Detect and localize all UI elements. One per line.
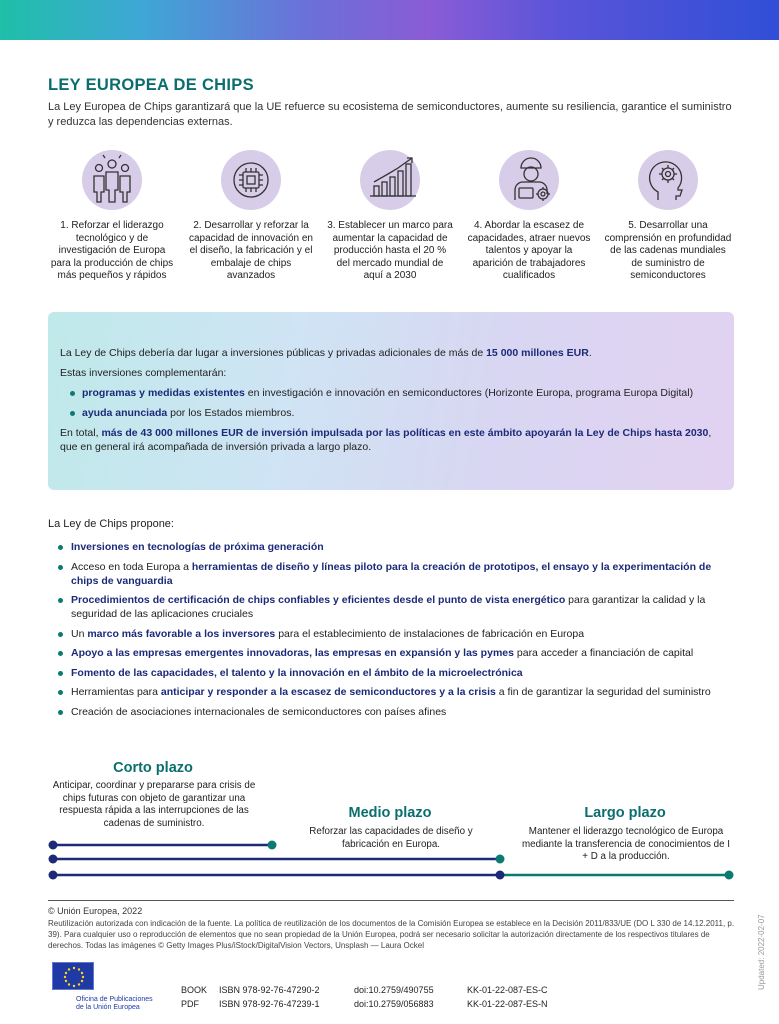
- pub-doi: [354, 983, 434, 1011]
- proposal-item: [58, 593, 738, 621]
- timeline-medium-title: Medio plazo: [348, 805, 432, 821]
- investment-box: [48, 312, 734, 490]
- list-item: [70, 406, 722, 420]
- timeline-long-mid-dot: [496, 871, 505, 880]
- proposal-item-bold: marco más favorable a los inversores: [87, 627, 276, 640]
- proposal-item-post: para garantizar la calidad y la seguridad de las aplicaciones cruciales: [71, 594, 706, 620]
- proposal-item: [58, 560, 738, 588]
- timeline-short-desc: Anticipar, coordinar y prepararse para crisis de chips futuras con objeto de garantizar una respuesta rápida a las interrupciones de las cadenas de suministro.: [52, 780, 256, 829]
- proposal-item-bold: Apoyo a las empresas emergentes innovadoras, las empresas en expansión y las pymes: [71, 647, 514, 659]
- proposal-intro: La Ley de Chips propone:: [48, 518, 174, 530]
- pdf-doi: doi:10.2759/056883: [354, 999, 434, 1009]
- page-title: LEY EUROPEA DE CHIPS: [48, 76, 254, 94]
- proposal-item-pre: Acceso en toda Europa a: [71, 560, 192, 573]
- footer-divider: [48, 900, 734, 901]
- proposal-item: [58, 646, 738, 660]
- proposal-item-post: a fin de garantizar la seguridad del suministro: [495, 686, 711, 698]
- book-isbn: ISBN 978-92-76-47290-2: [219, 985, 320, 995]
- timeline-long-title: Largo plazo: [584, 805, 666, 821]
- timeline-short-start-dot: [49, 841, 58, 850]
- logo-text-line-1: Oficina de Publicaciones: [76, 996, 153, 1003]
- box-paragraph-2: Estas inversiones complementarán:: [60, 367, 227, 379]
- timeline-medium-end-dot: [496, 855, 505, 864]
- proposal-item: [58, 685, 738, 699]
- box-p1-end: .: [588, 347, 592, 359]
- proposal-item-bold: Inversiones en tecnologías de próxima generación: [71, 541, 324, 553]
- legal-notice: Reutilización autorizada con indicación de la fuente. La política de reutilización de los documentos de la Comisión Europea se establece en la Decisión 2011/833/UE (DO L 330 de 14.12.2011, p. 39). Para cualquier uso o reproducción de elementos que no sean propiedad de la Unión Europea, podrá ser necesario solicitar la autorización directamente de los respectivos titulares de derechos. Todas las imágenes © Getty Images Plus/iStock/DigitalVision Vectors, Unsplash — Laura Ockel: [48, 919, 735, 950]
- publications-office-label: [76, 996, 153, 1012]
- proposal-item-bold: Fomento de las capacidades, el talento y la innovación en el ámbito de la microelectrónica: [71, 666, 523, 679]
- pdf-label: PDF: [181, 999, 199, 1009]
- timeline-short-end-dot: [268, 841, 277, 850]
- bullet-text: en investigación e innovación en semiconductores (Horizonte Europa, programa Europa Digital): [244, 387, 694, 399]
- proposal-item-post: para acceder a financiación de capital: [513, 647, 694, 659]
- proposal-item-post: para el establecimiento de instalaciones de fabricación en Europa: [275, 627, 585, 640]
- timeline-graphic: [0, 835, 779, 885]
- eu-flag-logo: [52, 962, 94, 990]
- updated-date: Updated: 2022-02-07: [757, 914, 766, 990]
- pillar-text: 4. Abordar la escasez de capacidades, atraer nuevos talentos y apoyar la aparición de trabajadores cualificados: [467, 220, 591, 281]
- bullet-bold: ayuda anunciada: [82, 407, 168, 419]
- proposal-item-bold: herramientas de diseño y líneas piloto para la creación de prototipos, el ensayo y la experimentación de chips de vanguardia: [71, 560, 712, 587]
- proposal-item-pre: Un: [71, 627, 88, 640]
- box-bullet-list: [70, 386, 722, 420]
- proposal-list: [58, 540, 738, 724]
- proposal-item-bold: Procedimientos de certificación de chips confiables y eficientes desde el punto de vista energético: [71, 594, 566, 606]
- book-doi: doi:10.2759/490755: [354, 985, 434, 995]
- book-label: BOOK: [181, 985, 208, 995]
- bullet-bold: programas y medidas existentes: [82, 387, 245, 399]
- copyright: © Unión Europea, 2022: [48, 906, 143, 916]
- box-p1-amount: 15 000 millones EUR: [486, 347, 589, 359]
- timeline-long-desc: Mantener el liderazgo tecnológico de Europa mediante la transferencia de conocimientos de I + D a la producción.: [521, 826, 731, 862]
- intro-paragraph: La Ley Europea de Chips garantizará que la UE refuerce su ecosistema de semiconductores, aumente su resiliencia, garantice el suministro y reduzca las dependencias externas.: [48, 101, 732, 128]
- pub-isbn: [219, 983, 320, 1011]
- proposal-item: [58, 666, 738, 680]
- proposal-item-bold: anticipar y responder a la escasez de semiconductores y a la crisis: [160, 686, 496, 698]
- pdf-catalogue-number: KK-01-22-087-ES-N: [467, 999, 548, 1009]
- growth-chart-icon: [360, 150, 420, 210]
- box-paragraph-1: [60, 346, 722, 360]
- pub-format-labels: [181, 983, 207, 1011]
- proposal-item-pre: Creación de asociaciones internacionales de semiconductores con países afines: [71, 705, 447, 718]
- pillar-text: 3. Establecer un marco para aumentar la capacidad de producción hasta el 20 % del mercado mundial de aquí a 2030: [327, 220, 453, 281]
- pillar-3: [326, 150, 454, 283]
- list-item: [70, 386, 722, 400]
- pillar-1: [48, 150, 176, 283]
- worker-gear-icon: [499, 150, 559, 210]
- pdf-isbn: ISBN 978-92-76-47239-1: [219, 999, 320, 1009]
- timeline-long-start-dot: [49, 871, 58, 880]
- book-catalogue-number: KK-01-22-087-ES-C: [467, 985, 548, 995]
- timeline-medium-start-dot: [49, 855, 58, 864]
- box-p3-end: , que en general irá acompañada de inversión privada a largo plazo.: [60, 427, 712, 453]
- pillar-5: [604, 150, 732, 283]
- box-paragraph-3: [60, 426, 722, 454]
- bullet-text: por los Estados miembros.: [167, 407, 295, 419]
- top-gradient-banner: [0, 0, 779, 40]
- logo-text-line-2: de la Unión Europea: [76, 1004, 140, 1011]
- pillar-4: [465, 150, 593, 283]
- timeline-long-end-dot: [725, 871, 734, 880]
- pillar-2: [187, 150, 315, 283]
- proposal-item-pre: Herramientas para: [71, 686, 161, 698]
- proposal-item: [58, 627, 738, 641]
- proposal-item: [58, 705, 738, 719]
- pillar-text: 1. Reforzar el liderazgo tecnológico y de investigación de Europa para la producción de chips más pequeños y rápidos: [50, 220, 174, 281]
- pillar-text: 2. Desarrollar y reforzar la capacidad de innovación en el diseño, la fabricación y el embalaje de chips avanzados: [189, 220, 313, 281]
- pub-catalogue: [467, 983, 548, 1011]
- chip-icon: [221, 150, 281, 210]
- box-p1-text: La Ley de Chips debería dar lugar a inversiones públicas y privadas adicionales de más de: [60, 347, 487, 359]
- timeline-medium-desc: Reforzar las capacidades de diseño y fabricación en Europa.: [309, 826, 473, 850]
- leadership-people-icon: [82, 150, 142, 210]
- pillar-text: 5. Desarrollar una comprensión en profundidad de las cadenas mundiales de suministro de semiconductores: [604, 220, 732, 281]
- timeline-short-title: Corto plazo: [113, 760, 193, 776]
- head-gear-icon: [638, 150, 698, 210]
- box-p3-bold: más de 43 000 millones EUR de inversión impulsada por las políticas en este ámbito apoyarán la Ley de Chips hasta 2030: [101, 427, 709, 439]
- box-p3-text: En total,: [60, 427, 102, 439]
- proposal-item: [58, 540, 738, 554]
